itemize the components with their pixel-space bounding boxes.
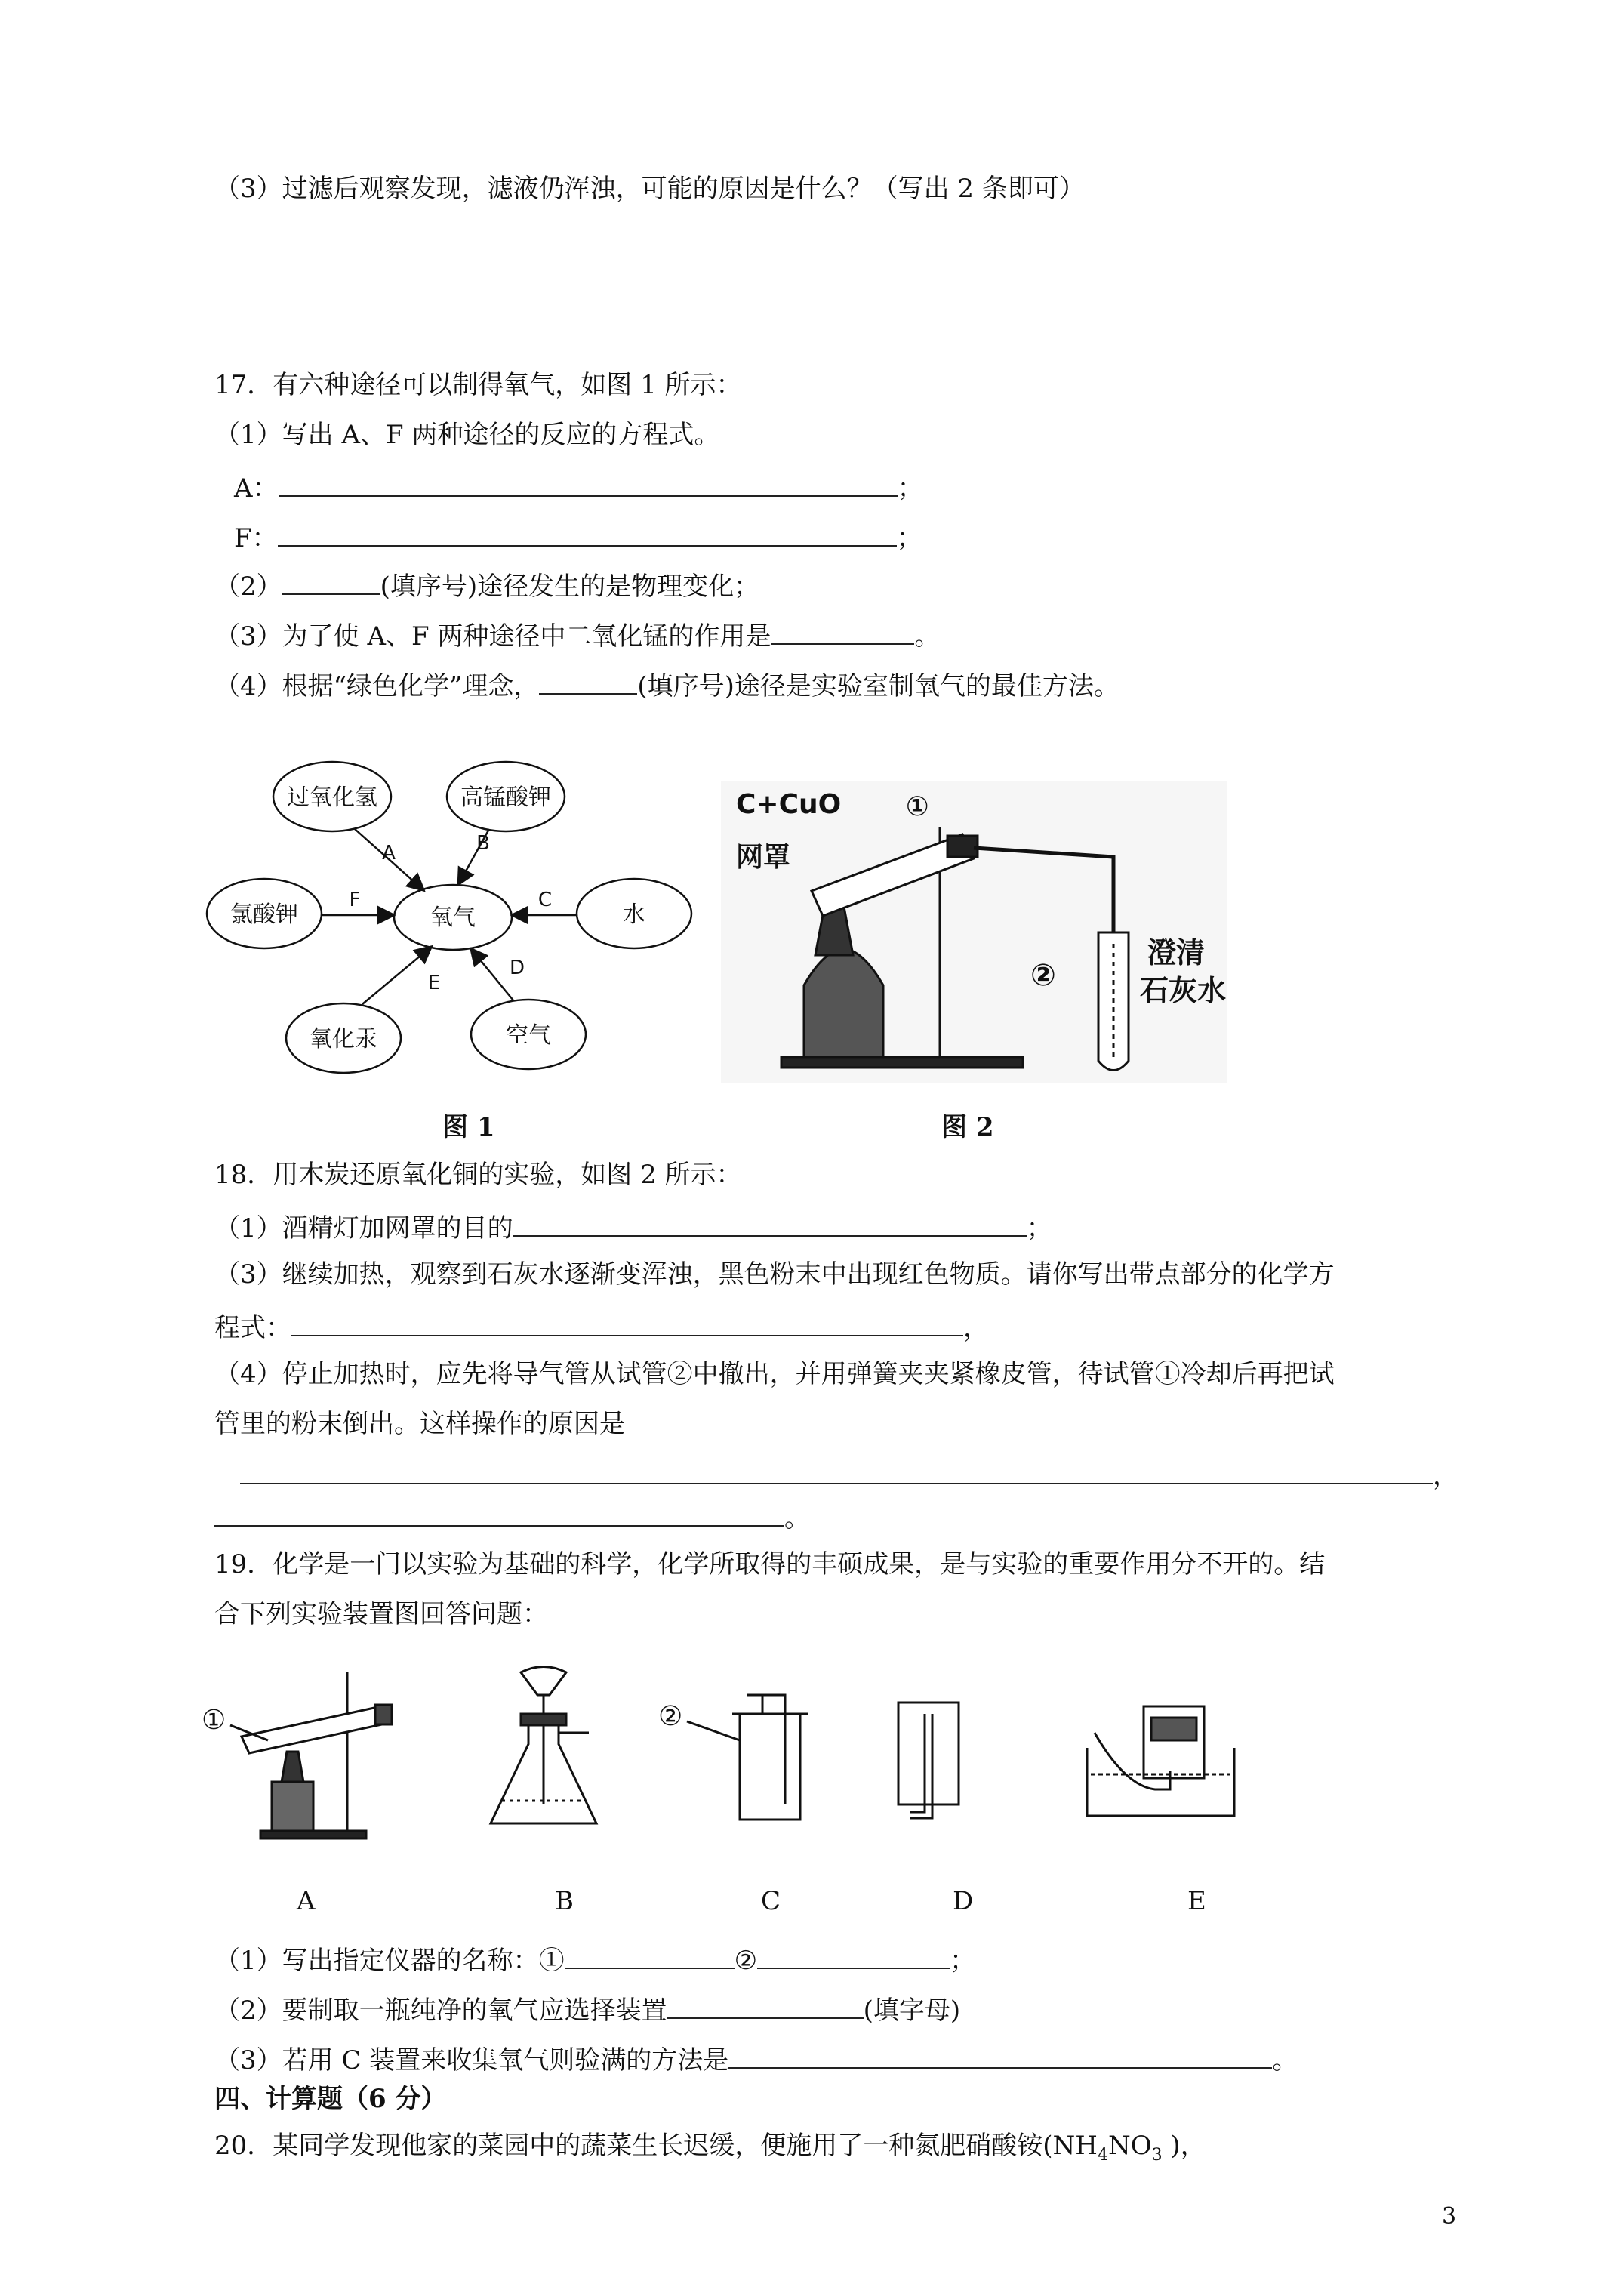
q18-part1: （1）酒精灯加网罩的目的 ； — [214, 1210, 1052, 1244]
figure-2-caption: 图 2 — [941, 1112, 994, 1142]
q17-f-semicolon: ； — [896, 523, 922, 553]
apparatus-e — [1079, 1703, 1246, 1823]
apparatus-a-label: A — [297, 1886, 316, 1916]
q17-part3: （3）为了使 A、F 两种途径中二氧化锰的作用是 。 — [214, 618, 940, 652]
apparatus-d-label: D — [953, 1886, 974, 1916]
node-potassium-permanganate: 高锰酸钾 — [460, 784, 551, 811]
figure-1-caption: 图 1 — [442, 1112, 495, 1142]
q17-f-label: F： — [234, 523, 278, 553]
route-label-b: B — [476, 832, 490, 855]
tube-2-label: ② — [1030, 958, 1056, 993]
section-4-heading: 四、计算题（6 分） — [214, 2084, 447, 2114]
limewater-label-1: 澄清 — [1147, 936, 1206, 969]
q18-part3-equation: 程式： ， — [214, 1309, 989, 1343]
node-water: 水 — [623, 901, 645, 928]
q17-a-label: A： — [234, 473, 279, 504]
limewater-label-2: 石灰水 — [1140, 974, 1227, 1007]
figure-1-oxygen-diagram — [204, 755, 717, 1087]
q18-part4-blank-1[interactable] — [240, 1457, 1433, 1484]
reactants-label: C+CuO — [736, 789, 842, 820]
q17-a-semicolon: ； — [897, 473, 923, 504]
apparatus-b — [476, 1661, 611, 1835]
wire-mesh-label: 网罩 — [736, 842, 791, 873]
apparatus-b-label: B — [555, 1886, 574, 1916]
q17-a-answer-blank[interactable] — [279, 470, 898, 497]
apparatus-c — [657, 1691, 808, 1827]
q18-stem: 18．用木炭还原氧化铜的实验，如图 2 所示： — [214, 1160, 742, 1190]
q18-part4-blank-2[interactable] — [214, 1499, 784, 1527]
node-potassium-chlorate: 氯酸钾 — [230, 901, 298, 928]
route-label-c: C — [537, 889, 553, 911]
center-node: 氧气 — [430, 905, 476, 931]
route-label-e: E — [427, 972, 441, 994]
instrument-1-marker: ① — [202, 1705, 226, 1736]
q18-part4-cont: 管里的粉末倒出。这样操作的原因是 — [214, 1409, 625, 1439]
q19-part1: （1）写出指定仪器的名称：① ② ； — [214, 1942, 975, 1976]
q19-part2: （2）要制取一瓶纯净的氧气应选择装置 (填字母) — [214, 1992, 960, 2026]
q17-part3-blank[interactable] — [771, 618, 914, 645]
node-air: 空气 — [506, 1022, 551, 1049]
apparatus-c-label: C — [761, 1886, 781, 1916]
q20-stem: 20．某同学发现他家的菜园中的蔬菜生长迟缓，便施用了一种氮肥硝酸铵($NH_4NO_3$ )， — [214, 2131, 1206, 2165]
q17-stem: 17．有六种途径可以制得氧气，如图 1 所示： — [214, 370, 742, 400]
q19-part2-blank[interactable] — [667, 1992, 864, 2019]
q18-part4-line2: 。 — [214, 1499, 810, 1533]
q18-part3-blank[interactable] — [291, 1309, 963, 1336]
q17-part1: （1）写出 A、F 两种途径的反应的方程式。 — [214, 420, 720, 450]
apparatus-a — [200, 1669, 427, 1842]
q17-part2-blank[interactable] — [282, 568, 380, 595]
q17-part2: （2） (填序号)途径发生的是物理变化； — [214, 568, 759, 602]
instrument-2-marker: ② — [658, 1701, 683, 1732]
route-label-d: D — [509, 957, 525, 979]
route-label-a: A — [382, 842, 396, 864]
q16-part3: （3）过滤后观察发现，滤液仍浑浊，可能的原因是什么？（写出 2 条即可） — [214, 174, 1085, 204]
stand-base — [781, 1057, 1023, 1068]
q18-part1-blank[interactable] — [513, 1210, 1027, 1237]
route-label-f: F — [349, 889, 361, 911]
q18-part4-line1: ， — [240, 1457, 1458, 1491]
q19-instrument-1-blank[interactable] — [565, 1942, 735, 1969]
q17-f-line — [234, 519, 922, 553]
apparatus-e-label: E — [1187, 1886, 1206, 1916]
q17-part4-blank[interactable] — [539, 667, 637, 695]
q19-instrument-2-blank[interactable] — [757, 1942, 950, 1969]
q19-part3-blank[interactable] — [728, 2042, 1272, 2069]
q18-part4: （4）停止加热时，应先将导气管从试管②中撤出，并用弹簧夹夹紧橡皮管，待试管①冷却后再把试 — [214, 1359, 1335, 1389]
q19-stem-2: 合下列实验装置图回答问题： — [214, 1599, 548, 1629]
q19-stem-1: 19．化学是一门以实验为基础的科学，化学所取得的丰硕成果，是与实验的重要作用分不开的。结 — [214, 1549, 1326, 1579]
page-number: 3 — [1442, 2203, 1457, 2230]
apparatus-d — [895, 1699, 970, 1820]
node-hydrogen-peroxide: 过氧化氢 — [287, 784, 377, 811]
q18-part3: （3）继续加热，观察到石灰水逐渐变浑浊，黑色粉末中出现红色物质。请你写出带点部分的化学方 — [214, 1259, 1335, 1290]
figure-2-charcoal-reduction-apparatus — [721, 781, 1227, 1083]
q17-f-answer-blank[interactable] — [278, 519, 897, 547]
q17-a-line — [234, 470, 923, 504]
q19-part3: （3）若用 C 装置来收集氧气则验满的方法是 。 — [214, 2042, 1298, 2076]
node-mercury-oxide: 氧化汞 — [310, 1026, 377, 1052]
q17-part4: （4）根据“绿色化学”理念， (填序号)途径是实验室制氧气的最佳方法。 — [214, 667, 1119, 701]
tube-1-label: ① — [906, 791, 929, 822]
